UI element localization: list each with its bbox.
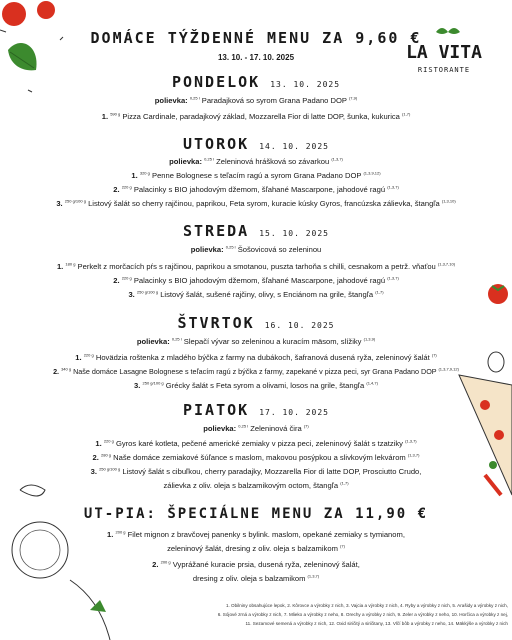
menu-item: 1. $^{180 g}$ Perkelt z morčacích pŕs s rajčinou, paprikou a smotanou, puszta tarhoňa s chilli, cesnakom a petrž. vňaťou $^{(1,3,7,10)}$ xyxy=(56,261,456,271)
soup-line: polievka: $^{0,25 l}$ Paradajková so syrom Grana Padano DOP $^{(7,9)}$ xyxy=(154,95,358,105)
soup-line: polievka: $^{0,25 l}$ Šošovicová so zeleninou xyxy=(190,244,322,254)
allergen-legend-line: 11. Sezamové semená a výrobky z nich, 12. Oxid siričitý a siričitany, 13. Vlčí bôb a výrobky z neho, 14. Mäkkýše a výrobky z nich xyxy=(245,621,508,626)
menu-item: 2. $^{340 g}$ Naše domáce Lasagne Bolognese s teľacím ragú z býčka z farmy, zapekané v pizza peci, syr Grana Padano DOP $^{(1,3,7,9,12)}$ xyxy=(53,366,459,376)
menu-item: 2. $^{220 g}$ Palacinky s BIO jahodovým džemom, šľahané Mascarpone, jahodové ragú $^{(1,3,7)}$ xyxy=(113,184,399,194)
special-item-continuation: dresing z oliv. oleja s balzamikom $^{(1,3,7)}$ xyxy=(192,573,320,583)
day-date: 17. 10. 2025 xyxy=(259,408,329,417)
menu-item: 1. $^{220 g}$ Gyros karé kotleta, pečené americké zemiaky v pizza peci, zeleninový šalát s tzatziky $^{(1,3,7)}$ xyxy=(95,438,417,448)
day-date: 16. 10. 2025 xyxy=(264,321,335,330)
day-date: 13. 10. 2025 xyxy=(270,80,341,89)
day-heading xyxy=(0,401,512,419)
day-name: PONDELOK xyxy=(171,73,261,91)
day-heading xyxy=(0,73,512,91)
day-heading xyxy=(0,314,512,332)
soup-line: polievka: $^{0,25 l}$ Slepačí vývar so zeleninou a kuracím mäsom, slížiky $^{(1,3,9)}$ xyxy=(136,336,376,346)
day-name: ŠTVRTOK xyxy=(177,314,255,332)
pasta-plate-illustration xyxy=(0,470,120,640)
allergen-legend-line: 1. Obilniny obsahujúce lepok, 2. Kôrovce a výrobky z nich, 3. Vajcia a výrobky z nich, 4. Ryby a výrobky z nich, 5. Arašidy a výrobky z nich, xyxy=(225,603,508,608)
menu-dates: 13. 10. - 17. 10. 2025 xyxy=(217,53,295,62)
menu-item: 2. $^{220 g}$ Palacinky s BIO jahodovým džemom, šľahané Mascarpone, jahodové ragú $^{(1,3,7)}$ xyxy=(113,275,399,285)
menu-item: 1. $^{590 g}$ Pizza Cardinale, paradajkový základ, Mozzarella Fior di latte DOP, šunka, kukurica $^{(1,7)}$ xyxy=(101,111,411,121)
menu-item: 2. $^{280 g}$ Naše domáce zemiakové šúľance s maslom, makovou posýpkou a slivkovým lekvárom $^{(1,3,7)}$ xyxy=(92,452,420,462)
day-name: UTOROK xyxy=(183,135,250,153)
day-name: PIATOK xyxy=(183,401,250,419)
allergen-legend-line: 6. Sójové zrná a výrobky z nich, 7. Mlieko a výrobky z neho, 8. Orechy a výrobky z nich, 9. Zeler a výrobky z neho, 10. Horčica a výrobky z nej, xyxy=(217,612,508,617)
day-date: 14. 10. 2025 xyxy=(259,142,329,151)
menu-item: 1. $^{320 g}$ Penne Bolognese s teľacím ragú a syrom Grana Padano DOP $^{(1,3,9,12)}$ xyxy=(131,170,381,180)
soup-line: polievka: $^{0,25 l}$ Zeleninová čira $^{(7)}$ xyxy=(203,423,309,433)
day-date: 15. 10. 2025 xyxy=(259,229,329,238)
special-item-continuation: zeleninový šalát, dresing z oliv. oleja s balzamikom $^{(7)}$ xyxy=(167,543,345,553)
menu-item: 1. $^{220 g}$ Hovädzia roštenka z mladého býčka z farmy na dubákoch, šafranová dusená ryža, zeleninový šalát $^{(7)}$ xyxy=(75,352,437,362)
soup-line: polievka: $^{0,25 l}$ Zeleninová hrášková so závarkou $^{(1,3,7)}$ xyxy=(169,156,343,166)
special-item: 2. $^{200 g}$ Vyprážané kuracie prsia, dusená ryža, zeleninový šalát, xyxy=(152,559,360,569)
special-menu-title: UT-PIA: ŠPECIÁLNE MENU ZA 11,90 € xyxy=(83,506,429,522)
menu-title: DOMÁCE TÝŽDENNÉ MENU ZA 9,60 € xyxy=(90,29,422,47)
day-heading xyxy=(0,135,512,153)
logo-subtitle: RISTORANTE xyxy=(417,66,471,74)
menu-item: 3. $^{250 g/100 g}$ Grécky šalát s Feta syrom a olivami, losos na grile, štangľa $^{(1,4,7)}$ xyxy=(134,380,378,390)
special-item: 1. $^{200 g}$ Filet mignon z bravčovej panenky s bylink. maslom, opekané zemiaky s tymianom, xyxy=(107,529,405,539)
menu-item-continuation: zálievka z oliv. oleja s balzamikovým octom, štangľa $^{(1,7)}$ xyxy=(163,480,349,490)
day-name: STREDA xyxy=(183,222,250,240)
day-heading xyxy=(0,222,512,240)
menu-item: 3. $^{250 g/100 g}$ Listový šalát s cibuľkou, cherry paradajky, Mozzarella Fior di latte DOP, Prosciutto Crudo, xyxy=(90,466,422,476)
logo-wordmark: LA VITA xyxy=(406,42,482,63)
menu-item: 3. $^{250 g/100 g}$ Listový šalát, sušené rajčiny, olivy, s Enciánom na grile, štangľa $^{(1,7)}$ xyxy=(128,289,384,299)
menu-item: 3. $^{250 g/100 g}$ Listový šalát so cherry rajčinou, paprikou, Feta syrom, kuracie kúsky Gyros, francúzska zálievka, štangľa $^{(1,3,10)}$ xyxy=(56,198,456,208)
soup-label: polievka: xyxy=(154,96,188,105)
